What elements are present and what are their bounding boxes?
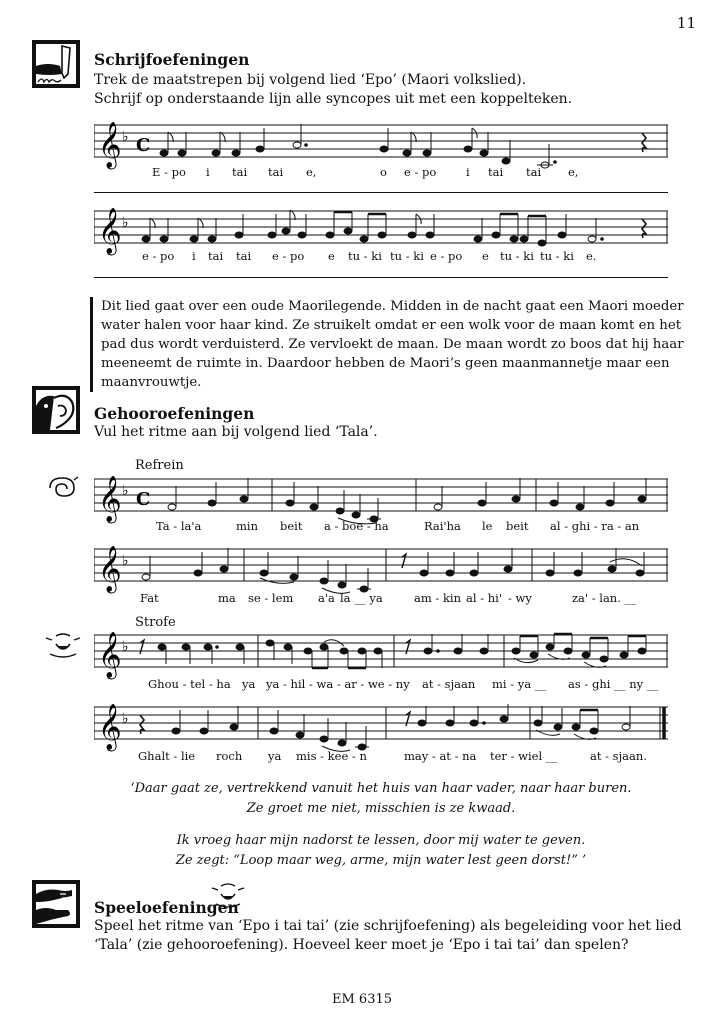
tala-staff-2 bbox=[94, 544, 668, 598]
lyric: at - sjaan. bbox=[590, 749, 647, 763]
lyric: a'a bbox=[318, 591, 335, 605]
lyric: tu - ki bbox=[390, 249, 424, 263]
poem-line-3: Ik vroeg haar mijn nadorst te lessen, door mij water te geven. bbox=[176, 833, 586, 848]
lyric: tai bbox=[526, 165, 542, 179]
lyric: E - po bbox=[152, 165, 186, 179]
epo-staff-1 bbox=[94, 120, 668, 170]
lyric: tai bbox=[232, 165, 248, 179]
lyric: al - hi' bbox=[466, 591, 502, 605]
strofe-label: Strofe bbox=[135, 615, 176, 630]
lyric: am - kin bbox=[414, 591, 462, 605]
tala-staff-3 bbox=[94, 630, 668, 684]
lyric: se - lem bbox=[248, 591, 294, 605]
lyric: e - po bbox=[404, 165, 437, 179]
lyric: ter - wiel __ bbox=[490, 749, 558, 763]
tala-lyrics-2 bbox=[94, 591, 668, 607]
gehoor-instruction: Vul het ritme aan bij volgend lied ‘Tala’. bbox=[94, 424, 378, 440]
answer-line-1[interactable] bbox=[94, 192, 668, 193]
writing-hand-icon bbox=[32, 40, 80, 88]
lyric: mi - ya __ bbox=[492, 677, 547, 691]
lyric: la __ ya bbox=[340, 591, 383, 605]
svg-text:𝄞: 𝄞 bbox=[98, 704, 122, 750]
page-number: 11 bbox=[676, 14, 696, 32]
singing-face-icon bbox=[42, 630, 84, 660]
refrein-label: Refrein bbox=[135, 458, 184, 473]
tala-staff-4 bbox=[94, 702, 668, 756]
lyric: tu - ki bbox=[540, 249, 574, 263]
lyric: Ghalt - lie bbox=[138, 749, 196, 763]
lyric: e, bbox=[306, 165, 317, 179]
lyric: ya bbox=[242, 677, 256, 691]
lyric: e - po bbox=[272, 249, 305, 263]
lyric: min bbox=[236, 519, 258, 533]
lyric: mis - kee - n bbox=[296, 749, 367, 763]
schrijf-title: Schrijfoefeningen bbox=[94, 50, 250, 69]
tala-lyrics-3 bbox=[94, 677, 668, 693]
lyric: ya - hil - wa - ar - we - ny bbox=[266, 677, 410, 691]
speel-instruction: Speel het ritme van ‘Epo i tai tai’ (zie schrijfoefening) als begeleiding voor het lied ‘Tala’ (zie gehooroefening). Hoeveel keer moet je ‘Epo i tai tai’ dan spelen? bbox=[94, 918, 682, 953]
svg-text:C: C bbox=[136, 135, 151, 156]
listening-ear-icon bbox=[32, 386, 80, 434]
svg-text:C: C bbox=[136, 489, 151, 510]
lyric: al - ghi - ra - an bbox=[550, 519, 640, 533]
svg-text:♭: ♭ bbox=[122, 553, 129, 569]
lyric: tai bbox=[488, 165, 504, 179]
epo-lyrics-1 bbox=[94, 165, 668, 181]
svg-text:♭: ♭ bbox=[122, 483, 129, 499]
lyric: tai bbox=[236, 249, 252, 263]
lyric: i bbox=[466, 165, 470, 179]
lyric: e - po bbox=[430, 249, 463, 263]
lyric: Rai'ha bbox=[424, 519, 461, 533]
svg-text:𝄞: 𝄞 bbox=[98, 122, 122, 168]
lyric: at - sjaan bbox=[422, 677, 476, 691]
schrijf-instruction-2: Schrijf op onderstaande lijn alle syncopes uit met een koppelteken. bbox=[94, 91, 573, 107]
lyric: ma bbox=[218, 591, 236, 605]
lyric: tu - ki bbox=[500, 249, 534, 263]
tala-lyrics-1 bbox=[94, 519, 668, 535]
lyric: e bbox=[482, 249, 489, 263]
speel-title: Speeloefeningen bbox=[94, 898, 239, 917]
lyric: beit bbox=[280, 519, 303, 533]
svg-text:𝄞: 𝄞 bbox=[98, 546, 122, 592]
lyric: may - at - na bbox=[404, 749, 477, 763]
lyric: tu - ki bbox=[348, 249, 382, 263]
svg-text:♭: ♭ bbox=[122, 711, 129, 727]
lyric: a - boe - ha bbox=[324, 519, 389, 533]
gehoor-title: Gehooroefeningen bbox=[94, 404, 255, 423]
ear-spiral-icon bbox=[46, 474, 80, 500]
tala-lyrics-4 bbox=[94, 749, 668, 765]
lyric: o bbox=[380, 165, 387, 179]
story-paragraph: Dit lied gaat over een oude Maorilegende. Midden in de nacht gaat een Maori moeder water halen voor haar kind. Ze struikelt omdat er een wolk voor de maan komt en het pad dus wordt verduisterd. Ze vervloekt de maan. De maan wordt zo boos dat hij haar meeneemt de ruimte in. Daardoor hebben de Maori’s geen maanmannetje maar een maanvrouwtje. bbox=[90, 297, 691, 392]
lyric: tai bbox=[268, 165, 284, 179]
svg-text:♭: ♭ bbox=[122, 129, 129, 145]
lyric: i bbox=[192, 249, 196, 263]
lyric: e, bbox=[568, 165, 579, 179]
svg-text:𝄞: 𝄞 bbox=[98, 208, 122, 254]
lyric: Ghou - tel - ha bbox=[148, 677, 231, 691]
poem-line-2: Ze groet me niet, misschien is ze kwaad. bbox=[246, 801, 516, 816]
lyric: i bbox=[206, 165, 210, 179]
lyric: Fat bbox=[140, 591, 159, 605]
svg-text:♭: ♭ bbox=[122, 639, 129, 655]
lyric: roch bbox=[216, 749, 243, 763]
lyric: le bbox=[482, 519, 493, 533]
lyric: - wy bbox=[508, 591, 532, 605]
poem-line-1: ‘Daar gaat ze, vertrekkend vanuit het huis van haar vader, naar haar buren. bbox=[130, 781, 632, 796]
lyric: beit bbox=[506, 519, 529, 533]
footer-code: EM 6315 bbox=[331, 992, 393, 1007]
lyric: e - po bbox=[142, 249, 175, 263]
lyric: e bbox=[328, 249, 335, 263]
svg-text:♭: ♭ bbox=[122, 215, 129, 231]
lyric: e. bbox=[586, 249, 597, 263]
lyric: Ta - la'a bbox=[156, 519, 202, 533]
epo-lyrics-2 bbox=[94, 249, 668, 265]
lyric: as - ghi __ ny __ bbox=[568, 677, 659, 691]
svg-text:𝄞: 𝄞 bbox=[98, 632, 122, 678]
schrijf-instruction-1: Trek de maatstrepen bij volgend lied ‘Epo’ (Maori volkslied). bbox=[94, 72, 527, 88]
lyric: tai bbox=[208, 249, 224, 263]
svg-text:𝄞: 𝄞 bbox=[98, 476, 122, 522]
lyric: ya bbox=[268, 749, 282, 763]
answer-line-2[interactable] bbox=[94, 277, 668, 278]
playing-hands-icon bbox=[32, 880, 80, 928]
poem-line-4: Ze zegt: “Loop maar weg, arme, mijn water lest geen dorst!” ’ bbox=[175, 853, 587, 868]
lyric: za' - lan. __ bbox=[572, 591, 637, 605]
